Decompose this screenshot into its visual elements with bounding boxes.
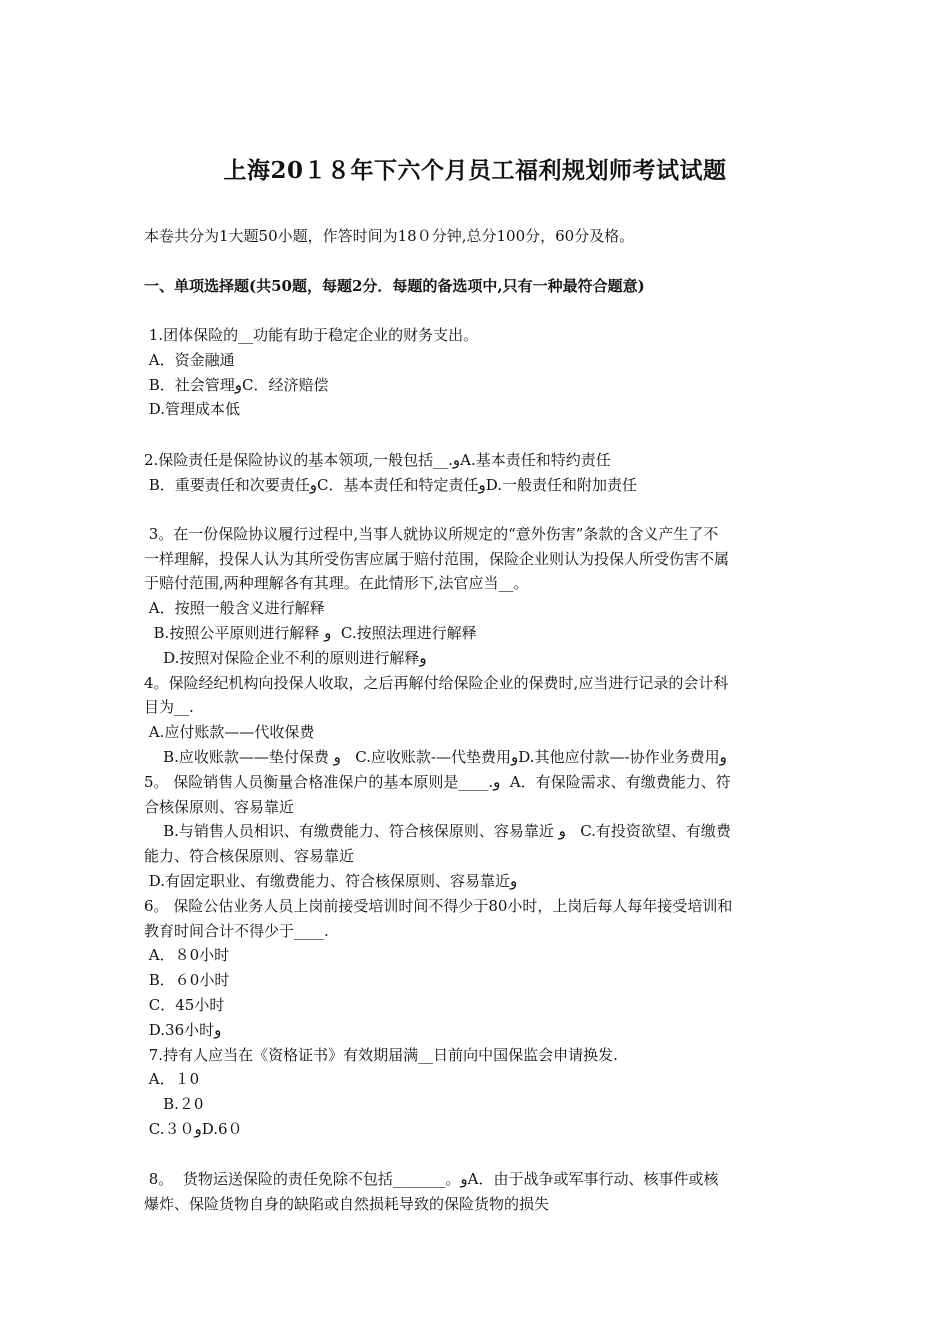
- option-line: A.应付账款——代收保费: [144, 723, 315, 741]
- option-line: B.按照公平原则进行解释 و C.按照法理进行解释: [144, 624, 477, 642]
- option-line: B.应收账款——垫付保费 و C.应收账款-—代垫费用وD.其他应付款—-协作业务费用و: [144, 748, 727, 766]
- question-line: 4。保险经纪机构向投保人收取，之后再解付给保险企业的保费时,应当进行记录的会计科: [144, 674, 729, 692]
- question-line: 一样理解，投保人认为其所受伤害应属于赔付范围，保险企业则认为投保人所受伤害不属: [144, 550, 730, 568]
- question-line: 目为__.: [144, 698, 194, 716]
- option-line: B．６0小时: [144, 971, 230, 989]
- option-line: D.有固定职业、有缴费能力、符合核保原则、容易靠近و: [144, 872, 518, 890]
- question-line: 2.保险责任是保险协议的基本领项,一般包括__.وA.基本责任和特约责任: [144, 451, 611, 469]
- document-title: 上海20１８年下六个月员工福利规划师考试试题: [223, 157, 727, 184]
- question-line: 5。 保险销售人员衡量合格准保户的基本原则是____.و A．有保险需求、有缴费能力、符: [144, 773, 731, 791]
- option-line: B.与销售人员相识、有缴费能力、符合核保原则、容易靠近 و C.有投资欲望、有缴费: [144, 822, 731, 840]
- intro-text: 本卷共分为1大题50小题，作答时间为18０分钟,总分100分，60分及格。: [144, 227, 635, 245]
- question-line: 爆炸、保险货物自身的缺陷或自然损耗导致的保险货物的损失: [144, 1195, 550, 1213]
- option-line: D.按照对保险企业不利的原则进行解释و: [144, 649, 427, 667]
- option-line: A．资金融通: [144, 351, 235, 369]
- option-line: A．８0小时: [144, 946, 230, 964]
- option-line: C.３０وD.6０: [144, 1120, 243, 1138]
- option-line: D.36小时و: [144, 1021, 222, 1039]
- option-line: B．重要责任和次要责任وC．基本责任和特定责任وD.一般责任和附加责任: [144, 476, 638, 494]
- question-line: 于赔付范围,两种理解各有其理。在此情形下,法官应当__。: [144, 574, 529, 592]
- question-line: 合核保原则、容易靠近: [144, 798, 295, 816]
- option-line: A．１0: [144, 1070, 200, 1088]
- option-line: 能力、符合核保原则、容易靠近: [144, 847, 355, 865]
- question-line: 1.团体保险的__功能有助于稳定企业的财务支出。: [144, 326, 479, 344]
- option-line: B.２0: [144, 1095, 204, 1113]
- question-line: 8。 货物运送保险的责任免除不包括_______。وA．由于战争或军事行动、核事件或核: [144, 1170, 719, 1188]
- question-line: 教育时间合计不得少于____.: [144, 922, 329, 940]
- option-line: C．45小时: [144, 996, 225, 1014]
- question-line: 6。 保险公估业务人员上岗前接受培训时间不得少于80小时，上岗后每人每年接受培训和: [144, 897, 733, 915]
- option-line: D.管理成本低: [144, 400, 241, 418]
- question-line: 7.持有人应当在《资格证书》有效期届满__日前向中国保监会申请换发.: [144, 1046, 618, 1064]
- section-heading: 一、单项选择题(共50题，每题2分．每题的备选项中,只有一种最符合题意): [144, 277, 645, 295]
- question-line: 3。在一份保险协议履行过程中,当事人就协议所规定的“意外伤害”条款的含义产生了不: [144, 525, 719, 543]
- option-line: A．按照一般含义进行解释: [144, 599, 325, 617]
- option-line: B．社会管理وC．经济赔偿: [144, 376, 329, 394]
